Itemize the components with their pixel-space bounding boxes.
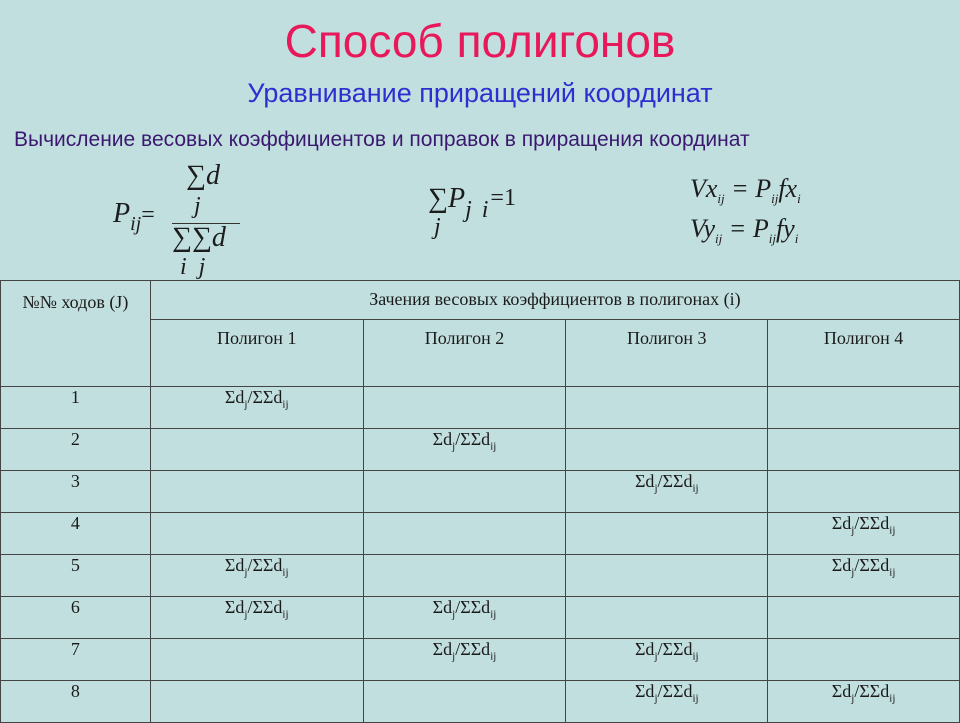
- weight-value: [224, 387, 289, 411]
- cv-double-sum: /ΣΣd: [657, 471, 693, 491]
- cv-sub-j: j: [851, 524, 855, 537]
- cv-sum-d: Σd: [224, 597, 245, 617]
- cv-sub-j: j: [654, 692, 658, 705]
- cv-sum-d: Σd: [634, 471, 655, 491]
- header-polygon-4: Полигон 4: [768, 320, 960, 387]
- cv-sum-d: Σd: [831, 555, 852, 575]
- header-polygon-2: Полигон 2: [363, 320, 566, 387]
- formula3-vy: Vy: [690, 214, 716, 243]
- cv-sum-d: Σd: [432, 429, 453, 449]
- formula3-fy: fy: [775, 214, 795, 243]
- weight-value: [634, 639, 699, 663]
- weight-value: [831, 513, 896, 537]
- weight-cell-polygon-4: [768, 555, 960, 597]
- formula-den-d: d: [211, 222, 226, 253]
- cv-double-sum: /ΣΣd: [247, 555, 283, 575]
- cv-sub-j: j: [244, 608, 248, 621]
- weight-cell-polygon-1: [150, 429, 363, 471]
- cv-sub-ij: ij: [282, 566, 289, 579]
- formula2-sum: ∑: [428, 183, 448, 214]
- formula2-p-sub: j i: [465, 197, 491, 223]
- section-heading: Вычисление весовых коэффициентов и поправок в приращения координат: [14, 128, 750, 151]
- weight-cell-polygon-3: [566, 681, 768, 723]
- cv-sub-ij: ij: [692, 482, 699, 495]
- cv-sub-ij: ij: [282, 398, 289, 411]
- cv-double-sum: /ΣΣd: [854, 555, 890, 575]
- cv-sub-ij: ij: [490, 440, 497, 453]
- weight-cell-polygon-4: [768, 429, 960, 471]
- cv-double-sum: /ΣΣd: [854, 513, 890, 533]
- cv-sum-d: Σd: [634, 639, 655, 659]
- weight-cell-polygon-1: [150, 387, 363, 429]
- formula-p: P: [113, 198, 131, 229]
- cv-double-sum: /ΣΣd: [247, 387, 283, 407]
- formula2-sum-sub: j: [434, 214, 441, 240]
- table-body: [1, 387, 960, 723]
- formula3-vx-sub: ij: [717, 191, 725, 207]
- cv-sum-d: Σd: [831, 513, 852, 533]
- formula3-vy-rest: = P: [722, 214, 769, 243]
- formula3-fx: fx: [778, 174, 798, 203]
- formula-d: d: [205, 160, 220, 191]
- formula3-fx-sub: i: [797, 191, 801, 207]
- row-number: 2: [1, 429, 151, 471]
- weight-cell-polygon-2: [363, 639, 566, 681]
- weight-cell-polygon-3: [566, 597, 768, 639]
- formula3-vy-sub: ij: [715, 231, 723, 247]
- weight-value: [634, 681, 699, 705]
- cv-sum-d: Σd: [634, 681, 655, 701]
- weight-value: [432, 429, 497, 453]
- table-row: [1, 471, 960, 513]
- weight-cell-polygon-3: [566, 471, 768, 513]
- cv-sub-j: j: [452, 650, 456, 663]
- table-row: [1, 387, 960, 429]
- cv-sub-ij: ij: [889, 566, 896, 579]
- weight-cell-polygon-1: [150, 555, 363, 597]
- formula-den-subs: i j: [180, 254, 206, 280]
- weight-cell-polygon-2: [363, 681, 566, 723]
- formula3-vx: Vx: [690, 174, 718, 203]
- cv-sub-j: j: [244, 398, 248, 411]
- cv-sub-j: j: [654, 650, 658, 663]
- cv-double-sum: /ΣΣd: [455, 429, 491, 449]
- cv-sub-j: j: [452, 440, 456, 453]
- table-row: [1, 429, 960, 471]
- cv-sum-d: Σd: [224, 555, 245, 575]
- weight-cell-polygon-3: [566, 429, 768, 471]
- row-number: 7: [1, 639, 151, 681]
- formula3-vx-rest: = P: [724, 174, 772, 203]
- slide-subtitle: Уравнивание приращений координат: [247, 78, 713, 108]
- cv-sub-ij: ij: [490, 608, 497, 621]
- table-header-row: [1, 281, 960, 320]
- formula2-p: P: [447, 183, 466, 214]
- weights-table: [0, 280, 960, 723]
- cv-sum-d: Σd: [831, 681, 852, 701]
- header-polygon-3: Полигон 3: [566, 320, 768, 387]
- weight-cell-polygon-1: [150, 639, 363, 681]
- formula3-vx-sub2: ij: [771, 191, 779, 207]
- weight-value: [432, 639, 497, 663]
- cv-sub-j: j: [654, 482, 658, 495]
- weight-cell-polygon-1: [150, 513, 363, 555]
- header-polygon-1: Полигон 1: [150, 320, 363, 387]
- weight-value: [224, 555, 289, 579]
- weight-cell-polygon-3: [566, 387, 768, 429]
- cv-sub-ij: ij: [282, 608, 289, 621]
- cv-sub-j: j: [851, 692, 855, 705]
- weight-cell-polygon-2: [363, 513, 566, 555]
- table-row: [1, 681, 960, 723]
- cv-sum-d: Σd: [432, 639, 453, 659]
- row-number: 1: [1, 387, 151, 429]
- formula3-fy-sub: i: [794, 231, 799, 247]
- cv-sub-ij: ij: [692, 692, 699, 705]
- row-number: 8: [1, 681, 151, 723]
- weight-cell-polygon-1: [150, 597, 363, 639]
- weight-cell-polygon-2: [363, 471, 566, 513]
- table-row: [1, 513, 960, 555]
- weight-cell-polygon-2: [363, 597, 566, 639]
- cv-sub-j: j: [244, 566, 248, 579]
- weight-value: [831, 681, 896, 705]
- weight-cell-polygon-3: [566, 513, 768, 555]
- weight-cell-polygon-4: [768, 639, 960, 681]
- cv-double-sum: /ΣΣd: [657, 639, 693, 659]
- header-pass-number: №№ ходов (J): [1, 281, 151, 387]
- slide-title: Способ полигонов: [284, 15, 676, 67]
- formula-sum: ∑: [186, 160, 206, 191]
- formula-eq: =: [141, 202, 155, 228]
- cv-sum-d: Σd: [432, 597, 453, 617]
- cv-double-sum: /ΣΣd: [455, 597, 491, 617]
- weight-cell-polygon-1: [150, 681, 363, 723]
- cv-sub-ij: ij: [889, 692, 896, 705]
- cv-double-sum: /ΣΣd: [455, 639, 491, 659]
- weight-cell-polygon-4: [768, 471, 960, 513]
- formula-p-sub: ij: [130, 213, 142, 235]
- cv-sum-d: Σd: [224, 387, 245, 407]
- row-number: 6: [1, 597, 151, 639]
- cv-sub-ij: ij: [490, 650, 497, 663]
- weight-cell-polygon-4: [768, 387, 960, 429]
- weight-cell-polygon-3: [566, 639, 768, 681]
- row-number: 3: [1, 471, 151, 513]
- formula-num-sub: j: [194, 193, 201, 219]
- row-number: 5: [1, 555, 151, 597]
- table-row: [1, 597, 960, 639]
- weight-cell-polygon-1: [150, 471, 363, 513]
- formula-double-sum: ∑∑: [172, 222, 212, 253]
- formula3-vy-sub2: ij: [768, 231, 776, 247]
- weight-cell-polygon-2: [363, 555, 566, 597]
- cv-sub-j: j: [851, 566, 855, 579]
- weight-cell-polygon-2: [363, 387, 566, 429]
- cv-double-sum: /ΣΣd: [657, 681, 693, 701]
- weight-value: [224, 597, 289, 621]
- cv-sub-j: j: [452, 608, 456, 621]
- weight-value: [831, 555, 896, 579]
- weight-value: [432, 597, 497, 621]
- table-row: [1, 555, 960, 597]
- weight-cell-polygon-2: [363, 429, 566, 471]
- weight-cell-polygon-3: [566, 555, 768, 597]
- cv-sub-ij: ij: [692, 650, 699, 663]
- weight-cell-polygon-4: [768, 681, 960, 723]
- formula2-rhs: =1: [490, 185, 516, 211]
- weight-cell-polygon-4: [768, 513, 960, 555]
- cv-double-sum: /ΣΣd: [854, 681, 890, 701]
- row-number: 4: [1, 513, 151, 555]
- cv-double-sum: /ΣΣd: [247, 597, 283, 617]
- table-row: [1, 639, 960, 681]
- cv-sub-ij: ij: [889, 524, 896, 537]
- weight-value: [634, 471, 699, 495]
- header-weights-group: Зачения весовых коэффициентов в полигонах (i): [150, 281, 959, 320]
- weight-cell-polygon-4: [768, 597, 960, 639]
